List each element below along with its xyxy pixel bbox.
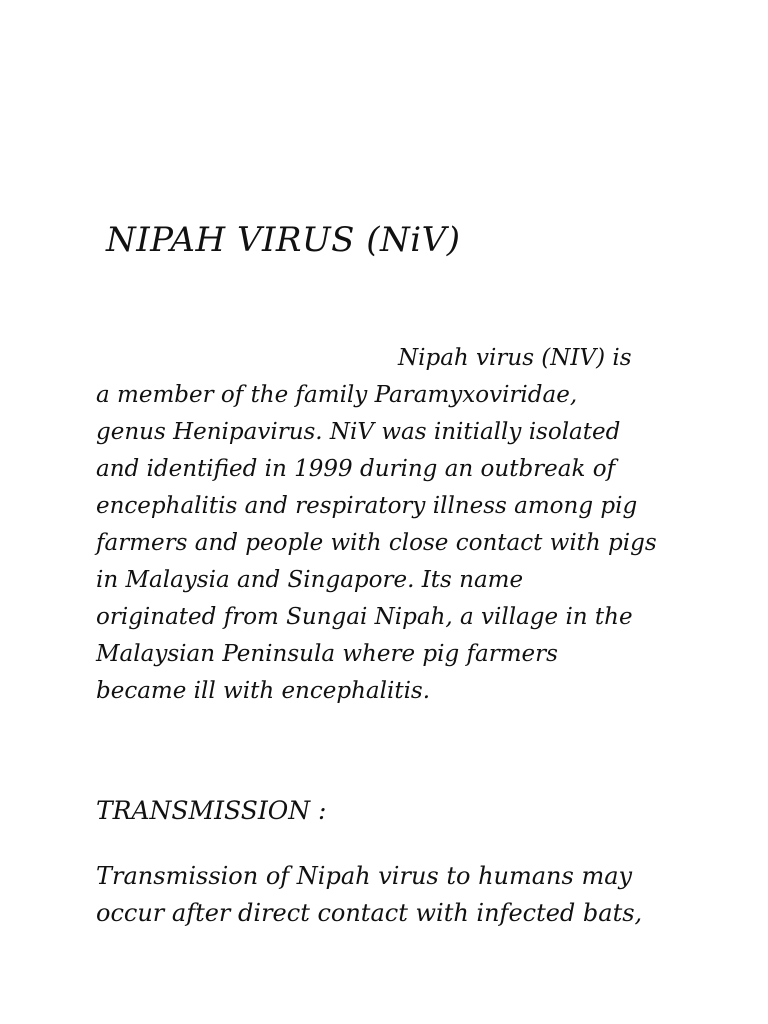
intro-line: became ill with encephalitis. — [96, 678, 431, 704]
transmission-paragraph — [96, 858, 656, 932]
intro-line: Nipah virus (NIV) is — [398, 345, 632, 371]
intro-paragraph — [96, 340, 656, 710]
intro-line: a member of the family Paramyxoviridae, — [96, 382, 578, 408]
intro-line: originated from Sungai Nipah, a village in the — [96, 604, 633, 630]
intro-line: in Malaysia and Singapore. Its name — [96, 567, 524, 593]
transmission-line: Transmission of Nipah virus to humans may — [96, 862, 633, 890]
intro-line: encephalitis and respiratory illness among pig — [96, 493, 638, 519]
intro-line: and identified in 1999 during an outbreak of — [96, 456, 616, 482]
document-title: NIPAH VIRUS (NiV) — [106, 220, 461, 260]
transmission-line: occur after direct contact with infected bats, — [96, 899, 643, 927]
intro-line: genus Henipavirus. NiV was initially isolated — [96, 419, 621, 445]
intro-line: farmers and people with close contact with pigs — [96, 530, 657, 556]
intro-line: Malaysian Peninsula where pig farmers — [96, 641, 558, 667]
transmission-heading: TRANSMISSION : — [96, 796, 327, 825]
